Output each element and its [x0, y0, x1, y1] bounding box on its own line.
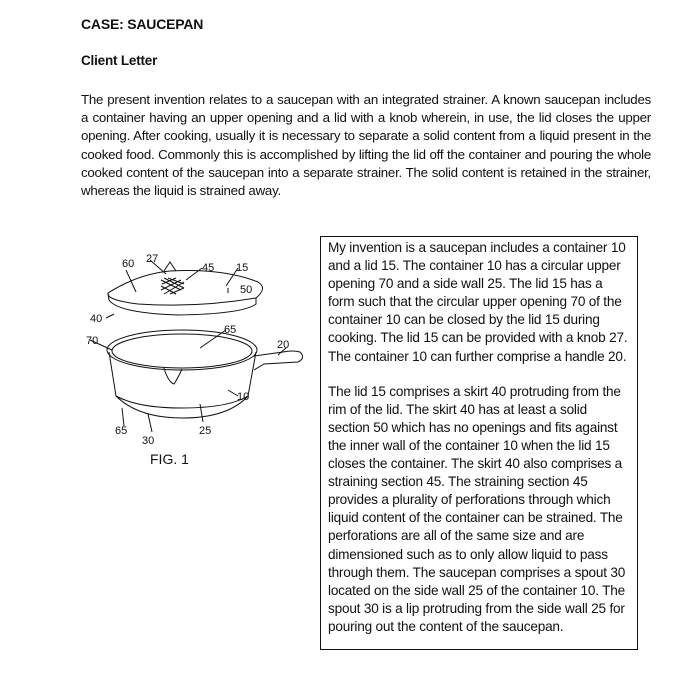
strainer-perforations: [161, 278, 184, 294]
pot-bottom: [116, 396, 248, 408]
intro-paragraph: The present invention relates to a saucepan with an integrated strainer. A known saucepan includes a container having an upper opening and a lid with a knob wherein, in use, the lid closes the upper opening. After cooking, usually it is necessary to separate a solid content from a liquid present in the cooked food. Commonly this is accomplished by lifting the lid off the container and pouring the whole cooked content of the saucepan into a separate strainer. The solid content is retained in the strainer, whereas the liquid is strained away.: [81, 92, 651, 199]
section-title: Client Letter: [81, 53, 158, 68]
pot-handle: [254, 351, 303, 370]
label-10: 10: [237, 391, 250, 403]
description-paragraph-2: The lid 15 comprises a skirt 40 protruding from the rim of the lid. The skirt 40 has at least a solid section 50 which has no openings and fits against the inner wall of the container 10 when the lid 15 closes the container. The skirt 40 also comprises a straining section 45. The straining section 45 provides a plurality of perforations through which liquid content of the container can be strained. The perforations are all of the same size and are dimensioned such as to only allow liquid to pass through them. The saucepan comprises a spout 30 located on the side wall 25 of the container 10. The spout 30 is a lip protruding from the side wall 25 for pouring out the content of the saucepan.: [328, 383, 626, 634]
label-20: 20: [277, 339, 290, 351]
description-paragraph-1: My invention is a saucepan includes a container 10 and a lid 15. The container 10 has a circular upper opening 70 and a side wall 25. The lid 15 has a form such that the circular upper opening 70 of the container 10 can be closed by the lid 15 during cooking. The lid 15 can be provided with a knob 27. The container 10 can further comprise a handle 20.: [328, 240, 628, 364]
lid-knob: [164, 262, 176, 271]
label-15: 15: [236, 262, 249, 274]
description-box: [320, 236, 638, 650]
label-45: 45: [202, 262, 215, 274]
pot-inner-rim: [112, 334, 252, 368]
label-70: 70: [86, 335, 99, 347]
label-60: 60: [122, 258, 135, 270]
label-50: 50: [240, 284, 253, 296]
label-27: 27: [146, 253, 159, 265]
label-65-lid: 65: [224, 324, 237, 336]
pot-rim: [107, 330, 257, 370]
lid-skirt: [108, 293, 256, 315]
figure-caption: FIG. 1: [150, 451, 189, 467]
label-65-pot: 65: [115, 425, 128, 437]
label-40: 40: [90, 313, 103, 325]
patent-figure: [78, 238, 308, 478]
saucepan-drawing: [78, 238, 308, 478]
case-title: CASE: SAUCEPAN: [81, 16, 204, 32]
label-25: 25: [199, 425, 212, 437]
label-30: 30: [142, 435, 155, 447]
